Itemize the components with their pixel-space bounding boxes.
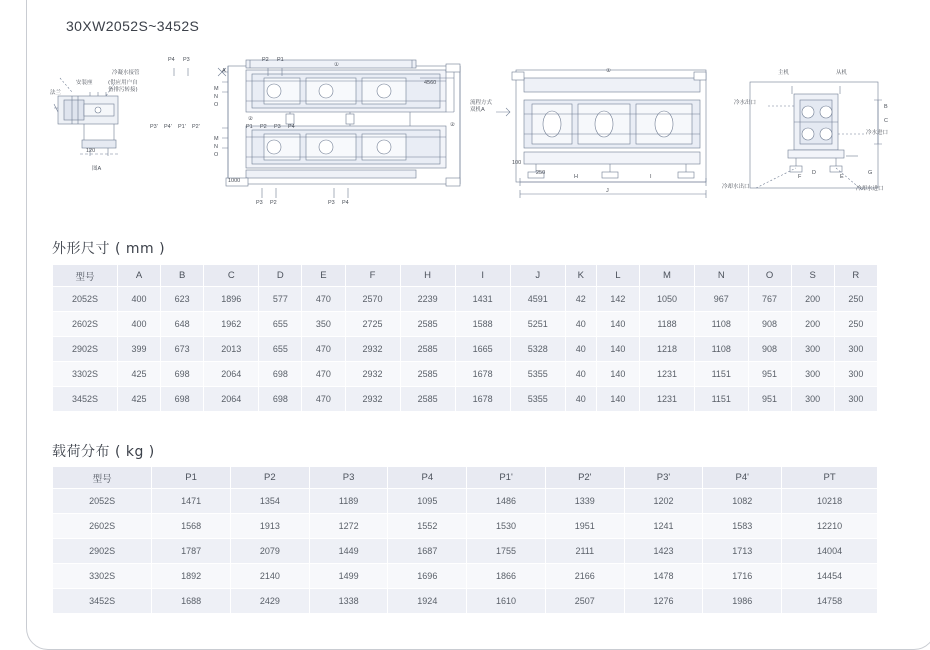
dim-header-c: C (204, 265, 259, 287)
cell: 5328 (510, 337, 565, 362)
drawing-label-4560: 4560 (424, 80, 437, 86)
dim-header-l: L (596, 265, 639, 287)
technical-drawing (50, 48, 890, 220)
cell: 399 (118, 337, 161, 362)
dim-header-k: K (565, 265, 596, 287)
cell: 1486 (467, 489, 546, 514)
drawing-label-mount: 安装座 (76, 80, 93, 86)
drawing-label-h: H (574, 174, 578, 180)
drawing-label-flange: 法兰 (50, 90, 62, 96)
drawing-callout-p4-mid: P4 (288, 124, 295, 130)
cell: 648 (161, 312, 204, 337)
cell: 470 (302, 362, 345, 387)
cell: 400 (118, 312, 161, 337)
drawing-label-marker-1-top: ① (334, 62, 339, 68)
cell: 1924 (388, 589, 467, 614)
table-row (53, 287, 878, 312)
drawing-svg (50, 48, 890, 220)
cell: 14454 (782, 564, 878, 589)
drawing-label-m-bottom: M (214, 136, 219, 142)
cell: 1276 (624, 589, 703, 614)
cell: 470 (302, 337, 345, 362)
dim-header-j: J (510, 265, 565, 287)
cell: 2239 (400, 287, 455, 312)
cell: 951 (748, 362, 791, 387)
drawing-label-cooling-water-outlet: 冷却水出口 (722, 184, 750, 190)
cell: 425 (118, 387, 161, 412)
drawing-callout-p1p-mid: P1' (178, 124, 186, 130)
cell: 14004 (782, 539, 878, 564)
cell: 951 (748, 387, 791, 412)
cell: 2585 (400, 387, 455, 412)
drawing-label-condensate-note: (供应用户自 备排污转接) (108, 80, 138, 93)
cell: 1552 (388, 514, 467, 539)
drawing-callout-p4-bottom: P4 (342, 200, 349, 206)
cell: 300 (791, 337, 834, 362)
cell: 2932 (345, 387, 400, 412)
drawing-callout-p1-top: P1 (277, 57, 284, 63)
drawing-label-chilled-water-outlet: 冷水出口 (734, 100, 757, 106)
load-section-title: 载荷分布 ( kg ) (52, 444, 155, 460)
cell: 1423 (624, 539, 703, 564)
page-title: 30XW2052S~3452S (66, 18, 200, 34)
cell: 2166 (545, 564, 624, 589)
drawing-label-condensate-pipe: 冷凝水接管 (112, 70, 140, 76)
cell: 908 (748, 312, 791, 337)
load-header-p3-prime: P3' (624, 467, 703, 489)
cell: 1610 (467, 589, 546, 614)
table-row (53, 387, 878, 412)
cell: 577 (259, 287, 302, 312)
cell: 1338 (309, 589, 388, 614)
dim-header-e: E (302, 265, 345, 287)
cell: 2585 (400, 337, 455, 362)
cell: 1687 (388, 539, 467, 564)
cell: 300 (791, 387, 834, 412)
cell: 2585 (400, 362, 455, 387)
load-header-p4: P4 (388, 467, 467, 489)
load-header-p2-prime: P2' (545, 467, 624, 489)
cell: 350 (302, 312, 345, 337)
cell: 1962 (204, 312, 259, 337)
cell: 1896 (204, 287, 259, 312)
drawing-label-f: F (798, 174, 802, 180)
drawing-callout-p3b-bottom: P3 (328, 200, 335, 206)
dim-header-n: N (695, 265, 748, 287)
drawing-label-chilled-water-inlet: 冷水进口 (866, 130, 889, 136)
cell: 1866 (467, 564, 546, 589)
cell: 1913 (230, 514, 309, 539)
cell: 655 (259, 312, 302, 337)
cell: 1713 (703, 539, 782, 564)
cell: 1678 (455, 387, 510, 412)
drawing-callout-p2-bottom: P2 (270, 200, 277, 206)
cell: 767 (748, 287, 791, 312)
drawing-label-c: C (884, 118, 888, 124)
cell: 300 (834, 362, 877, 387)
cell: 1431 (455, 287, 510, 312)
dim-header-f: F (345, 265, 400, 287)
cell: 2932 (345, 337, 400, 362)
drawing-label-1000: 1000 (228, 178, 241, 184)
cell: 470 (302, 287, 345, 312)
cell: 10218 (782, 489, 878, 514)
load-header-p2: P2 (230, 467, 309, 489)
cell: 1696 (388, 564, 467, 589)
dim-header-r: R (834, 265, 877, 287)
cell: 1202 (624, 489, 703, 514)
drawing-callout-p2p-mid: P2' (192, 124, 200, 130)
dim-header-a: A (118, 265, 161, 287)
cell: 5251 (510, 312, 565, 337)
cell: 2079 (230, 539, 309, 564)
cell: 40 (565, 337, 596, 362)
table-row (53, 337, 878, 362)
cell: 2111 (545, 539, 624, 564)
cell: 1787 (152, 539, 231, 564)
cell: 2602S (53, 514, 152, 539)
load-header-pt: PT (782, 467, 878, 489)
table-row (53, 539, 878, 564)
cell: 1499 (309, 564, 388, 589)
drawing-callout-p2-top: P2 (262, 57, 269, 63)
drawing-label-j: J (606, 188, 609, 194)
cell: 1095 (388, 489, 467, 514)
table-row (53, 312, 878, 337)
table-header-row (53, 467, 878, 489)
cell: 1231 (639, 362, 694, 387)
cell: 1951 (545, 514, 624, 539)
cell: 1568 (152, 514, 231, 539)
cell: 3452S (53, 387, 118, 412)
drawing-label-figure-a: 图A (92, 166, 102, 172)
dim-header-d: D (259, 265, 302, 287)
cell: 142 (596, 287, 639, 312)
cell: 2052S (53, 287, 118, 312)
cell: 1082 (703, 489, 782, 514)
drawing-callout-p4-top: P4 (168, 57, 175, 63)
table-header-row (53, 265, 878, 287)
cell: 1050 (639, 287, 694, 312)
cell: 1218 (639, 337, 694, 362)
drawing-label-100: 100 (512, 160, 522, 166)
load-header-p3: P3 (309, 467, 388, 489)
dim-header-o: O (748, 265, 791, 287)
cell: 40 (565, 312, 596, 337)
drawing-label-d: D (812, 170, 816, 176)
cell: 2570 (345, 287, 400, 312)
cell: 908 (748, 337, 791, 362)
cell: 1241 (624, 514, 703, 539)
drawing-callout-p3-bottom: P3 (256, 200, 263, 206)
load-header-p4-prime: P4' (703, 467, 782, 489)
drawing-label-marker-2-left: ② (248, 116, 253, 122)
dim-header-b: B (161, 265, 204, 287)
cell: 2902S (53, 337, 118, 362)
cell: 3452S (53, 589, 152, 614)
dimensions-table (52, 264, 878, 412)
cell: 2932 (345, 362, 400, 387)
cell: 1716 (703, 564, 782, 589)
cell: 1530 (467, 514, 546, 539)
cell: 2013 (204, 337, 259, 362)
cell: 1665 (455, 337, 510, 362)
drawing-label-marker-1-front: ① (606, 68, 611, 74)
cell: 1892 (152, 564, 231, 589)
dim-header-s: S (791, 265, 834, 287)
cell: 1478 (624, 564, 703, 589)
cell: 200 (791, 312, 834, 337)
cell: 1755 (467, 539, 546, 564)
cell: 1339 (545, 489, 624, 514)
cell: 2052S (53, 489, 152, 514)
cell: 1151 (695, 362, 748, 387)
drawing-callout-p3-top: P3 (183, 57, 190, 63)
cell: 2140 (230, 564, 309, 589)
table-row (53, 589, 878, 614)
drawing-label-o-top: O (214, 102, 219, 108)
cell: 623 (161, 287, 204, 312)
cell: 470 (302, 387, 345, 412)
cell: 300 (791, 362, 834, 387)
drawing-label-n-top: N (214, 94, 218, 100)
cell: 2585 (400, 312, 455, 337)
drawing-label-g: G (868, 170, 873, 176)
cell: 698 (259, 387, 302, 412)
cell: 2064 (204, 362, 259, 387)
cell: 2429 (230, 589, 309, 614)
cell: 3302S (53, 362, 118, 387)
cell: 698 (161, 387, 204, 412)
cell: 200 (791, 287, 834, 312)
cell: 967 (695, 287, 748, 312)
load-distribution-table (52, 466, 878, 614)
cell: 140 (596, 362, 639, 387)
load-header-p1: P1 (152, 467, 231, 489)
cell: 1231 (639, 387, 694, 412)
cell: 425 (118, 362, 161, 387)
drawing-label-a: A (222, 68, 226, 74)
cell: 2064 (204, 387, 259, 412)
cell: 14758 (782, 589, 878, 614)
cell: 250 (834, 312, 877, 337)
drawing-label-cooling-water-inlet: 冷却水进口 (856, 186, 884, 192)
cell: 1189 (309, 489, 388, 514)
cell: 1583 (703, 514, 782, 539)
cell: 2602S (53, 312, 118, 337)
table-row (53, 489, 878, 514)
cell: 5355 (510, 387, 565, 412)
load-header-p1-prime: P1' (467, 467, 546, 489)
cell: 40 (565, 387, 596, 412)
drawing-label-slave-unit: 从机 (836, 70, 848, 76)
cell: 140 (596, 387, 639, 412)
drawing-callout-p1-mid: P1 (246, 124, 253, 130)
cell: 698 (161, 362, 204, 387)
drawing-callout-p3p-mid: P3' (150, 124, 158, 130)
cell: 300 (834, 337, 877, 362)
cell: 1272 (309, 514, 388, 539)
cell: 2902S (53, 539, 152, 564)
drawing-callout-p3-mid: P3 (274, 124, 281, 130)
table-row (53, 362, 878, 387)
cell: 2507 (545, 589, 624, 614)
cell: 1354 (230, 489, 309, 514)
drawing-label-e: E (840, 174, 844, 180)
drawing-label-marker-2-right: ② (450, 122, 455, 128)
cell: 140 (596, 312, 639, 337)
cell: 2725 (345, 312, 400, 337)
drawing-callout-p2-mid: P2 (260, 124, 267, 130)
load-header-model: 型号 (53, 467, 152, 489)
cell: 300 (834, 387, 877, 412)
cell: 140 (596, 337, 639, 362)
cell: 1986 (703, 589, 782, 614)
cell: 5355 (510, 362, 565, 387)
drawing-label-m-top: M (214, 86, 219, 92)
cell: 400 (118, 287, 161, 312)
dim-header-i: I (455, 265, 510, 287)
cell: 698 (259, 362, 302, 387)
dim-header-h: H (400, 265, 455, 287)
drawing-label-flow-type: 流程方式 双机A (470, 100, 493, 113)
table-row (53, 564, 878, 589)
cell: 40 (565, 362, 596, 387)
table-row (53, 514, 878, 539)
cell: 4591 (510, 287, 565, 312)
cell: 1678 (455, 362, 510, 387)
cell: 1108 (695, 337, 748, 362)
cell: 250 (834, 287, 877, 312)
drawing-label-250: 250 (536, 170, 546, 176)
drawing-label-o-bottom: O (214, 152, 219, 158)
cell: 1471 (152, 489, 231, 514)
drawing-callout-p4p-mid: P4' (164, 124, 172, 130)
cell: 673 (161, 337, 204, 362)
cell: 1151 (695, 387, 748, 412)
cell: 655 (259, 337, 302, 362)
cell: 42 (565, 287, 596, 312)
cell: 1449 (309, 539, 388, 564)
dim-header-m: M (639, 265, 694, 287)
drawing-label-b: B (884, 104, 888, 110)
cell: 1688 (152, 589, 231, 614)
cell: 1108 (695, 312, 748, 337)
cell: 1188 (639, 312, 694, 337)
cell: 3302S (53, 564, 152, 589)
dim-header-model: 型号 (53, 265, 118, 287)
dimensions-section-title: 外形尺寸 ( mm ) (52, 241, 166, 257)
drawing-label-i: I (650, 174, 652, 180)
drawing-label-120: 120 (86, 148, 96, 154)
drawing-label-master-unit: 主机 (778, 70, 790, 76)
cell: 1588 (455, 312, 510, 337)
drawing-label-n-bottom: N (214, 144, 218, 150)
cell: 12210 (782, 514, 878, 539)
